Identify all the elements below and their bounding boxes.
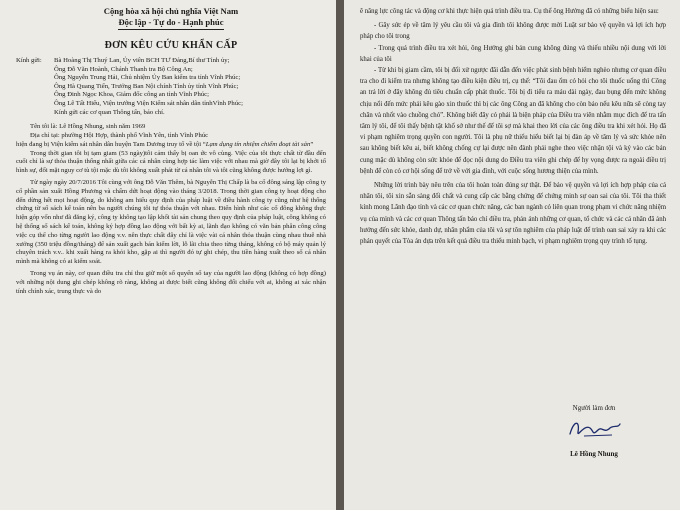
signer-name: Lê Hồng Nhung bbox=[570, 450, 618, 458]
header-line-1: Cộng hòa xã hội chủ nghĩa Việt Nam bbox=[103, 6, 239, 16]
header-line-2: Độc lập - Tự do - Hạnh phúc bbox=[118, 17, 223, 30]
recipient-item: Kính gửi các cơ quan Thông tấn, báo chí. bbox=[54, 108, 165, 116]
paragraph-company: Từ ngày ngày 20/7/2016 Tôi cùng với ông Đỗ Văn Thêm, bà Nguyễn Thị Chấp là ba cổ đông sáng lập công ty cổ phần sản xuất Hồng Phương và chấm dứt hoạt động vào tháng 3/2018. Trong thời gian công ty hoạt động cho đến dừng hết mọi hoạt động, do không am hiểu quy định của pháp luật về điều hành công ty cũng như hệ thống chứng từ sổ sách kế toán nên ba người chúng tôi tự thỏa thuận với nhau. Điển hình như các cổ đông không thực hiện góp vốn như đã đăng ký, công ty không tạo lập khối tài sản chung theo quy định của pháp luật, công không có hệ thống sổ sách kế toán, không ký hợp đồng lao động với bất kỳ ai, lãnh đạo không có văn bản phân công công việc cụ thể cho từng người lao động v.v. nên thực chất đây chỉ là việc vài cá nhân thỏa thuận cùng nhau thuê nhà xưởng (350 triệu đồng/tháng) để sản xuất gạch bán kiếm lời, lỗ lãi chia theo từng tháng, không có bộ máy quản lý chuyên trách v.v.. khi xuất hàng ra khỏi kho, gặp ai thì người đó tự ghi chép, thu tiền hàng xuất theo số cá nhân mình mà không có ai kiểm soát. bbox=[16, 178, 326, 266]
paragraph-detention: Trong thời gian tôi bị tạm giam (53 ngày)tôi cảm thấy bị oan ức vô cùng. Việc của tôi thực chất từ đầu đến cuối chỉ là sự thỏa thuận thống nhất giữa các cá nhân cùng hợp tác làm việc với nhau mà giờ đây tôi lại bị khởi tố hình sự, đối mặt nguy cơ tù tội mặc dù tôi không xuất phát từ cá nhân tôi và tôi cũng không được hưởng lợi gì. bbox=[16, 149, 326, 175]
paragraph-conclusion: Những lời trình bày nêu trên của tôi hoàn toàn đúng sự thật. Để bảo vệ quyền và lợi ích hợp pháp của cá nhân tôi, tôi xin sẵn sàng đối chất và cung cấp các bằng chứng để chứng minh sự oan sai của tôi. Tôi tha thiết kính mong Lãnh đạo tỉnh và các cơ quan chức năng, các ban ngành có liên quan trong phạm vi chức năng nhiệm vụ của mình và các cơ quan Thông tấn báo chí điều tra, phản ánh những cơ quan, tổ chức và các cá nhân đã ảnh hưởng đến sức khỏe, danh dự, nhân phẩm của tôi và sự tôn nghiêm của pháp luật để trình oan sai xảy ra khi các phán quyết của Tòa án dựa trên kết quả điều tra thiếu minh bạch, vi phạm nghiêm trọng quy trình tố tụng. bbox=[360, 182, 666, 246]
page-left bbox=[0, 0, 336, 510]
recipients-list bbox=[54, 57, 243, 117]
page-right bbox=[344, 0, 680, 510]
page-gap bbox=[336, 0, 344, 510]
paragraph-pressure: - Gây sức ép về tâm lý yêu cầu tôi và gia đình tôi không được mời Luật sư bảo vệ quyền và lợi ích hợp pháp cho tôi trong bbox=[360, 22, 666, 41]
paragraph-continuation: ê năng lực công tác và động cơ khi thực hiện quá trình điều tra. Cụ thể ông Hưởng đã có những biểu hiện sau: bbox=[360, 8, 659, 15]
recipients-label: Kính gửi: bbox=[16, 57, 42, 64]
address-line: Địa chỉ tại: phường Hội Hợp, thành phố Vĩnh Yên, tỉnh Vĩnh Phúc bbox=[30, 131, 209, 139]
recipient-item: Ông Hà Quang Tiến, Trưởng Ban Nội chính Tỉnh ủy tỉnh Vĩnh Phúc; bbox=[54, 82, 239, 90]
charge-close-quote: ” bbox=[310, 140, 314, 148]
national-header bbox=[16, 6, 326, 30]
signer-role: Người làm đơn bbox=[572, 404, 616, 412]
charge-lead: hiện đang bị Viện kiểm sát nhân dân huyện Tam Dương truy tố về tội “ bbox=[16, 140, 206, 148]
recipient-item: Ông Lê Tất Hiếu, Viện trưởng Viện Kiểm sát nhân dân tỉnhVĩnh Phúc; bbox=[54, 99, 243, 107]
recipient-item: Ông Đỗ Văn Hoành, Chánh Thanh tra Bộ Công An; bbox=[54, 65, 193, 73]
recipient-item: Bà Hoàng Thị Thuý Lan, Ủy viên BCH TƯ Đảng,Bí thư Tỉnh ủy; bbox=[54, 57, 230, 64]
paragraph-interrogation: - Trong quá trình điều tra xét hỏi, ông Hưởng ghi bản cung không đúng và thiếu nhiều nội dung với lời khai của tôi bbox=[360, 44, 666, 63]
signature-block bbox=[534, 402, 654, 458]
paragraph-name: Tên tôi là: Lê Hồng Nhung, sinh năm 1969 bbox=[30, 123, 146, 131]
recipient-item: Ông Nguyễn Trung Hải, Chủ nhiệm Ủy Ban kiểm tra tỉnh Vĩnh Phúc; bbox=[54, 74, 241, 82]
paragraph-health: - Từ khi bị giam cầm, tôi bị đối xử ngược đãi dẫn đến việc phát sinh bệnh hiểm nghèo nhưng cơ quan điều tra cho đi kiểm tra nhưng không tạo điều kiện điều trị, cụ thể: “Tôi đau ốm có hỏi cho tôi thuốc uống thì Công an trả lời ở đây không đủ tiêu chuẩn cấp phát thuốc. Tôi bị đi tiểu ra máu dài ngày, đau bụng đến mức không chịu nổi đến mức phải kêu gào xin thuốc thì bị các ông Công an đã không cho còn bảo nếu kêu nữa sẽ còng tay chân và nhốt vào chuồng chó”. Không biết đây có phải là biện pháp của Điều tra viên nhằm mục đích để tra tấn tâm lý tôi, để tôi thấy bệnh tật khổ sở như thế để tôi sợ mà khai theo lời của các ông điều tra khi xét hỏi. Họ đã vi phạm nghiêm trọng quyền con người. Tôi là phụ nữ thiếu hiểu biết lại bị đàn áp về tâm lý và sức khỏe nên sau không biết kêu ai, biết không chống cự lại được nên đành phải nghe theo việc nhận tội và ký vào các bản cung mặc dù không còn sức khỏe để đọc nội dung do Điều tra viên ghi chép để hy vọng được ra ngoài điều trị bệnh để còn có cơ hội sống để trở về với gia đình, với cuộc sống hương thiện của mình. bbox=[360, 67, 666, 175]
letter-title: ĐƠN KÊU CỨU KHẨN CẤP bbox=[104, 40, 238, 51]
charge-name: Lạm dụng tín nhiệm chiếm đoạt tài sản bbox=[205, 140, 311, 148]
handwritten-signature bbox=[564, 416, 624, 442]
paragraph-address bbox=[16, 132, 326, 150]
paragraph-investigation: Trong vụ án này, cơ quan điều tra chỉ thu giữ một số quyển sổ tay của người lao động (không có hợp đồng) với những nội dung ghi chép không rõ ràng, không ai được biết cũng không đối chiếu với ai, không ai xác nhận tính chính xác, trung thực và do bbox=[16, 269, 326, 295]
recipient-item: Ông Đinh Ngọc Khoa, Giám đốc công an tỉnh Vĩnh Phúc; bbox=[54, 91, 209, 99]
recipients-block bbox=[16, 57, 326, 117]
